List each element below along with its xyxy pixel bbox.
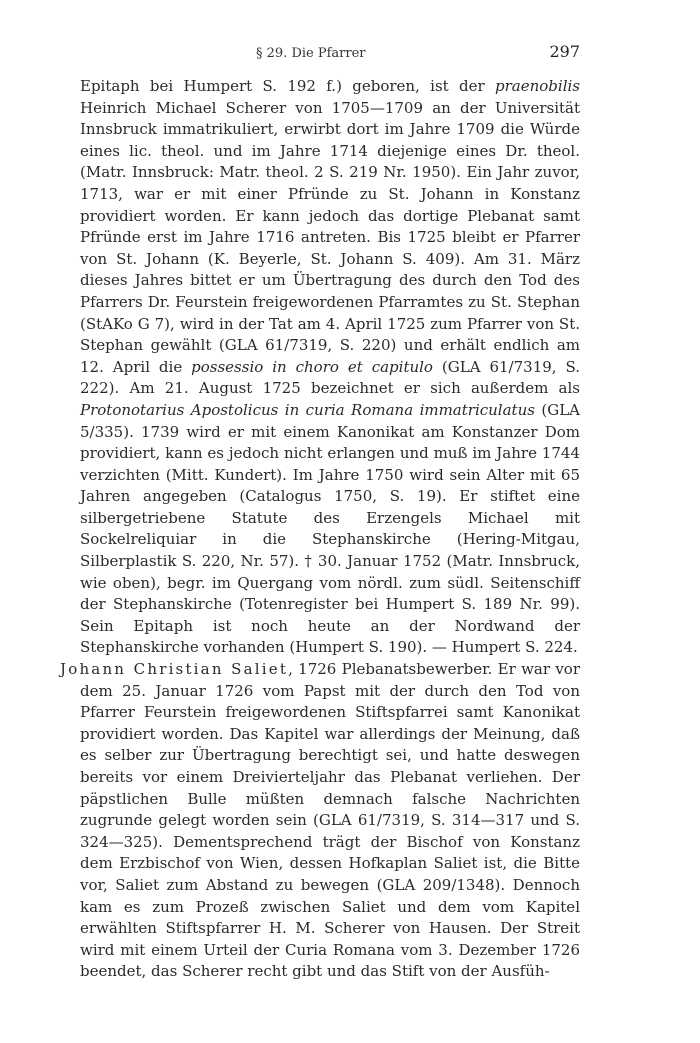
section-title: § 29. Die Pfarrer: [256, 46, 366, 61]
entry-saliet: [60, 659, 580, 983]
entry1-italic-1: praenobilis: [495, 77, 580, 95]
entry1-text-4: (GLA 5/335). 1739 wird er mit einem Kanonikat am Konstanzer Dom providiert, kann es jedoch nicht erlangen und muß im Jahre 1744 verzichten (Mitt. Kundert). Im Jahre 1750 wird sein Alter mit 65 Jahren angegeben (Catalogus 1750, S. 19). Er stiftet eine silbergetriebene Statute des Erzengels Michael mit Sockelreliquiar in die Stephanskirche (Hering-Mitgau, Silberplastik S. 220, Nr. 57). † 30. Januar 1752 (Matr. Innsbruck, wie oben), begr. im Quergang vom nördl. zum südl. Seitenschiff der Stephanskirche (Totenregister bei Humpert S. 189 Nr. 99). Sein Epitaph ist noch heute an der Nordwand der Stephanskirche vorhanden (Humpert S. 190). — Humpert S. 224.: [80, 400, 580, 657]
entry1-italic-3: Protonotarius Apostolicus in curia Romana immatriculatus: [80, 400, 535, 419]
entry1-text-2: Heinrich Michael Scherer von 1705—1709 an der Universität Innsbruck immatrikuliert, erwirbt dort im Jahre 1709 die Würde eines lic. theol. und im Jahre 1714 diejenige eines Dr. theol. (Matr. Innsbruck: Matr. theol. 2 S. 219 Nr. 1950). Ein Jahr zuvor, 1713, war er mit einer Pfründe zu St. Johann in Konstanz providiert worden. Er kann jedoch das dortige Plebanat samt Pfründe erst im Jahre 1716 antreten. Bis 1725 bleibt er Pfarrer von St. Johann (K. Beyerle, St. Johann S. 409). Am 31. März dieses Jahres bittet er um Übertragung des durch den Tod des Pfarrers Dr. Feurstein freigewordenen Pfarramtes zu St. Stephan (StAKo G 7), wird in der Tat am 4. April 1725 zum Pfarrer von St. Stephan gewählt (GLA 61/7319, S. 220) und erhält endlich am 12. April die: [80, 98, 580, 376]
entry-scherer-continuation: [60, 76, 580, 659]
entry1-italic-2: possessio in choro et capitulo: [191, 357, 433, 376]
running-head: [60, 42, 580, 61]
entry1-text-1: Epitaph bei Humpert S. 192 f.) geboren, ist der: [80, 77, 496, 95]
body-text: [60, 76, 580, 983]
entry1-text-3: (GLA 61/7319, S. 222). Am 21. August 1725 bezeichnet er sich außerdem als: [80, 357, 581, 398]
entry2-text: , 1726 Plebanatsbewerber. Er war vor dem 25. Januar 1726 vom Papst mit der durch den Tod von Pfarrer Feurstein freigewordenen Stiftspfarrei samt Kanonikat providiert worden. Das Kapitel war allerdings der Meinung, daß es selber zur Übertragung berechtigt sei, und hatte deswegen bereits vor einem Dreivierteljahr das Plebanat verliehen. Der päpstlichen Bulle müßten demnach falsche Nachrichten zugrunde gelegt worden sein (GLA 61/7319, S. 314—317 und S. 324—325). Dementsprechend trägt der Bischof von Konstanz dem Erzbischof von Wien, dessen Hofkaplan Saliet ist, die Bitte vor, Saliet zum Abstand zu bewegen (GLA 209/1348). Dennoch kam es zum Prozeß zwischen Saliet und dem vom Kapitel erwählten Stiftspfarrer H. M. Scherer von Hausen. Der Streit wird mit einem Urteil der Curia Romana vom 3. Dezember 1726 beendet, das Scherer recht gibt und das Stift von der Ausfüh-: [80, 660, 580, 981]
page-number: 297: [549, 42, 580, 61]
person-name: Johann Christian Saliet: [60, 660, 289, 679]
